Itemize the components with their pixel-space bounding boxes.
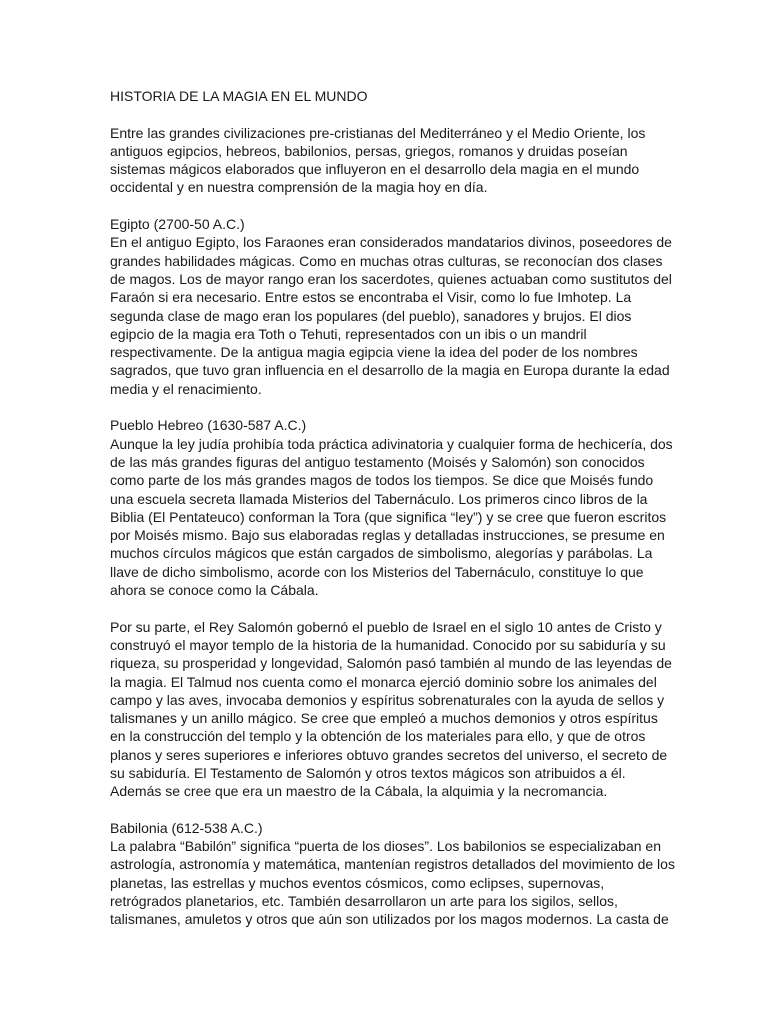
text-line: planetas, las estrellas y muchos eventos cósmicos, como eclipses, supernovas, — [110, 874, 605, 891]
text-line: Aunque la ley judía prohibía toda práctica adivinatoria y cualquier forma de hechicería, dos — [110, 435, 673, 452]
text-line: Biblia (El Pentateuco) conforman la Tora (que significa “ley”) y se cree que fueron escritos — [110, 508, 667, 525]
paragraph-egipto — [110, 215, 672, 398]
section-heading: Babilonia (612-538 A.C.) — [110, 819, 263, 836]
text-line: por Moisés mismo. Bajo sus elaboradas reglas y detalladas instrucciones, se presume en — [110, 527, 665, 544]
title-line: HISTORIA DE LA MAGIA EN EL MUNDO — [110, 88, 368, 104]
text-line: sistemas mágicos elaborados que influyeron en el desarrollo dela magia en el mundo — [110, 161, 640, 178]
text-line: planos y seres superiores e inferiores obtuvo grandes secretos del universo, el secreto de — [110, 746, 668, 763]
text-line: La palabra “Babilón” significa “puerta de los dioses”. Los babilonios se especializaban en — [110, 838, 662, 855]
text-line: como parte de los más grandes magos de todos los tiempos. Se dice que Moisés fundo — [110, 472, 654, 489]
document-title — [110, 87, 662, 105]
text-line: ahora se conoce como la Cábala. — [110, 582, 319, 599]
text-line: en la construcción del templo y la obtención de los materiales para ello, y que de otros — [110, 728, 646, 745]
text-line: Faraón si era necesario. Entre estos se encontraba el Visir, como lo fue Imhotep. La — [110, 289, 632, 306]
text-line: una escuela secreta llamada Misterios del Tabernáculo. Los primeros cinco libros de la — [110, 490, 648, 507]
text-line: llave de dicho simbolismo, acorde con los Misterios del Tabernáculo, constituye lo que — [110, 563, 644, 580]
text-line: su sabiduría. El Testamento de Salomón y otros textos mágicos son atribuidos a él. — [110, 764, 626, 781]
document-page — [110, 87, 675, 947]
text-line: talismanes, amuletos y otros que aún son utilizados por los magos modernos. La casta de — [110, 911, 669, 928]
paragraph-intro — [110, 124, 662, 197]
text-line: egipcio de la magia era Toth o Tehuti, representados con un ibis o un mandril — [110, 325, 587, 342]
text-line: Además se cree que era un maestro de la Cábala, la alquimia y la necromancia. — [110, 783, 608, 800]
section-heading: Pueblo Hebreo (1630-587 A.C.) — [110, 417, 307, 434]
text-line: la magia. El Talmud nos cuenta como el monarca ejerció dominio sobre los animales del — [110, 673, 657, 690]
paragraph-salomon — [110, 618, 672, 801]
paragraph-babilonia — [110, 819, 675, 929]
text-line: campo y las aves, invocaba demonios y espíritus sobrenaturales con la ayuda de sellos y — [110, 691, 665, 708]
text-line: de las más grandes figuras del antiguo testamento (Moisés y Salomón) son conocidos — [110, 453, 645, 470]
text-line: riqueza, su prosperidad y longevidad, Salomón pasó también al mundo de las leyendas de — [110, 655, 672, 672]
text-line: occidental y en nuestra comprensión de la magia hoy en día. — [110, 179, 488, 196]
text-line: sagrados, que tuvo gran influencia en el desarrollo de la magia en Europa durante la edad — [110, 362, 670, 379]
text-line: talismanes y un anillo mágico. Se cree que empleó a muchos demonios y otros espíritus — [110, 710, 658, 727]
paragraph-pueblo-hebreo — [110, 416, 673, 599]
text-line: construyó el mayor templo de la historia de la humanidad. Conocido por su sabiduría y su — [110, 636, 666, 653]
text-line: astrología, astronomía y matemática, mantenían registros detallados del movimiento de los — [110, 856, 675, 873]
text-line: grandes habilidades mágicas. Como en muchas otras culturas, se reconocían dos clases — [110, 252, 663, 269]
text-line: antiguos egipcios, hebreos, babilonios, persas, griegos, romanos y druidas poseían — [110, 142, 628, 159]
text-line: muchos círculos mágicos que están cargados de simbolismo, alegorías y parábolas. La — [110, 545, 653, 562]
text-line: Entre las grandes civilizaciones pre-cristianas del Mediterráneo y el Medio Oriente, los — [110, 124, 646, 141]
text-line: retrógrados planetarios, etc. También desarrollaron un arte para los sigilos, sellos, — [110, 893, 618, 910]
text-line: media y el renacimiento. — [110, 380, 262, 397]
text-line: Por su parte, el Rey Salomón gobernó el pueblo de Israel en el siglo 10 antes de Cristo y — [110, 618, 662, 635]
text-line: de magos. Los de mayor rango eran los sacerdotes, quienes actuaban como sustitutos del — [110, 270, 672, 287]
text-line: segunda clase de mago eran los populares (del pueblo), sanadores y brujos. El dios — [110, 307, 632, 324]
text-line: En el antiguo Egipto, los Faraones eran considerados mandatarios divinos, poseedores de — [110, 234, 672, 251]
text-line: respectivamente. De la antigua magia egipcia viene la idea del poder de los nombres — [110, 344, 638, 361]
section-heading: Egipto (2700-50 A.C.) — [110, 216, 245, 233]
